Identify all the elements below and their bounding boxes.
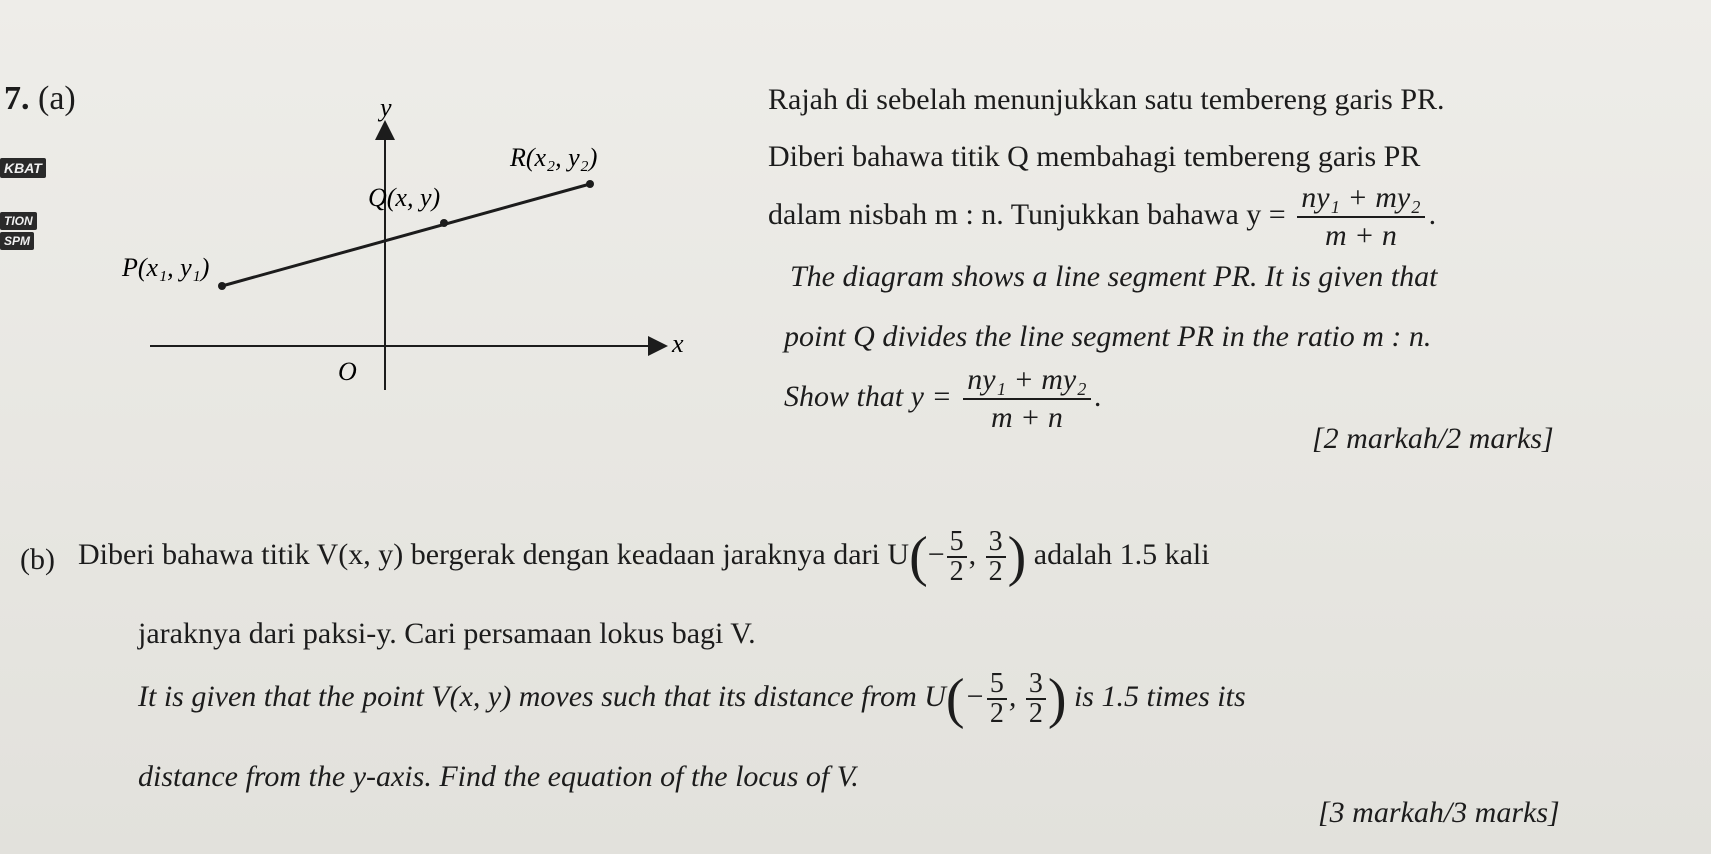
formula-fraction-2: $\frac{\text{ny₁ + my₂}}{m + n}$ bbox=[963, 362, 1090, 436]
part-b-line2: jaraknya dari paksi-y. Cari persamaan lokus bagi V. bbox=[138, 617, 756, 650]
y-axis-label: y bbox=[380, 93, 392, 122]
part-a-line2: Diberi bahawa titik Q membahagi tembereng garis PR bbox=[768, 140, 1421, 173]
point-q bbox=[440, 219, 448, 227]
formula-fraction-1: $\frac{\text{ny₁ + my₂}}{m + n}$ bbox=[1297, 180, 1424, 254]
point-r-label: R(x₂, y₂) bbox=[510, 143, 598, 172]
part-a-line5: point Q divides the line segment PR in the ratio m : n. bbox=[784, 320, 1432, 353]
part-b-line4: distance from the y-axis. Find the equation of the locus of V. bbox=[138, 760, 859, 793]
point-q-label: Q(x, y) bbox=[368, 183, 441, 212]
spm-tab: SPM bbox=[0, 232, 34, 250]
part-b-label: (b) bbox=[20, 543, 55, 576]
part-b-line1: Diberi bahawa titik V(x, y) bergerak dengan keadaan jaraknya dari U(− $\frac{5}{2}$ , $\frac{3}{2}$ ) adalah 1.5 kali bbox=[78, 526, 1210, 588]
x-axis-label: x bbox=[672, 329, 684, 358]
part-a-marks: [2 markah/2 marks] bbox=[1312, 422, 1554, 455]
question-number: 7. (a) bbox=[4, 80, 76, 117]
part-b-marks: [3 markah/3 marks] bbox=[1318, 796, 1560, 829]
part-a-line1: Rajah di sebelah menunjukkan satu tembereng garis PR. bbox=[768, 83, 1445, 116]
line-segment-diagram bbox=[120, 90, 684, 390]
part-a-line6: Show that y = $\frac{\text{ny₁ + my₂}}{m + n}$ . bbox=[784, 363, 1103, 434]
part-a-line4: The diagram shows a line segment PR. It is given that bbox=[790, 260, 1438, 293]
part-a-line3: dalam nisbah m : n. Tunjukkan bahawa y = $\frac{\text{ny₁ + my₂}}{m + n}$ . bbox=[768, 181, 1437, 252]
part-b-line3: It is given that the point V(x, y) moves such that its distance from U(− $\frac{5}{2}$ , $\frac{3}{2}$ ) is 1.5 times its bbox=[138, 668, 1246, 730]
origin-label: O bbox=[338, 357, 357, 386]
kbat-tab: KBAT bbox=[0, 158, 46, 178]
tion-tab: TION bbox=[0, 212, 37, 230]
point-p bbox=[218, 282, 226, 290]
point-p-label: P(x₁, y₁) bbox=[122, 253, 210, 282]
point-r bbox=[586, 180, 594, 188]
